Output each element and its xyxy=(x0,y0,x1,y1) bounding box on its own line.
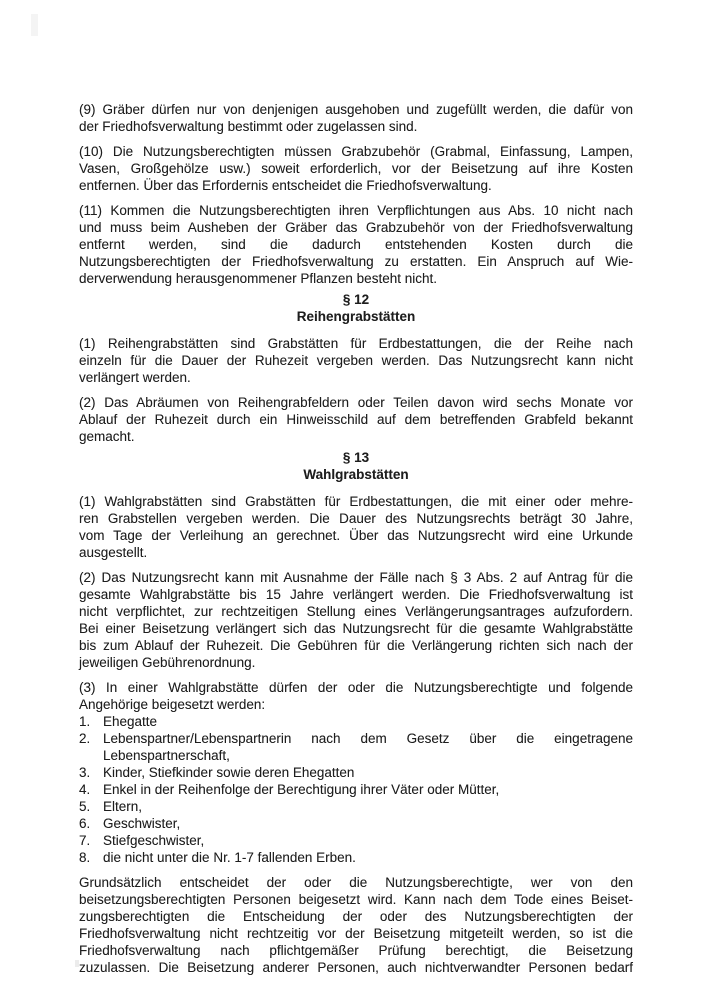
list-item-text xyxy=(103,781,633,798)
text-line: derverwendung herausgenommener Pflanzen besteht nicht. xyxy=(79,271,437,286)
text-line: (10) Die Nutzungsberechtigten müssen Grabzubehör (Grabmal, Einfassung, Lampen, xyxy=(79,144,633,159)
p13-absatz-1 xyxy=(79,493,633,561)
list-item-text xyxy=(103,849,633,866)
list-item-text xyxy=(103,764,633,781)
text-line: Lebenspartner/Lebenspartnerin nach dem Gesetz über die eingetragene xyxy=(103,731,633,746)
text-line: (2) Das Abräumen von Reihengrabfeldern oder Teilen davon wird sechs Monate vor xyxy=(79,395,633,410)
text-line: ausgestellt. xyxy=(79,545,148,560)
text-line: Stiefgeschwister, xyxy=(103,833,205,848)
text-line: Geschwister, xyxy=(103,816,181,831)
paragraph-13-heading xyxy=(79,449,633,483)
absatz-9 xyxy=(79,101,633,135)
text-line: und muss beim Ausheben der Gräber das Grabzubehör von der Friedhofsverwaltung xyxy=(79,220,633,235)
text-line: Friedhofsverwaltung nach pflichtgemäßer Prüfung berechtigt, die Beisetzung xyxy=(79,943,633,958)
list-item xyxy=(79,713,633,730)
p12-absatz-2 xyxy=(79,394,633,445)
absatz-11 xyxy=(79,202,633,287)
text-line: nicht verpflichtet, zur rechtzeitigen Stellung eines Verlängerungsantrages aufzufordern. xyxy=(79,604,633,619)
text-line: zungsberechtigten die Entscheidung der oder des Nutzungsberechtigten der xyxy=(79,909,633,924)
heading-line: § 13 xyxy=(342,450,370,465)
text-line: gesamte Wahlgrabstätte bis 15 Jahre verlängert werden. Die Friedhofsverwaltung ist xyxy=(79,587,633,602)
text-line: Angehörige beigesetzt werden: xyxy=(79,697,266,712)
list-item-text xyxy=(103,730,633,764)
text-line: Friedhofsverwaltung nicht rechtzeitig vor der Beisetzung mitgeteilt werden, so ist die xyxy=(79,926,633,941)
text-line: ren Grabstellen vergeben werden. Die Dauer des Nutzungsrechts beträgt 30 Jahre, xyxy=(79,511,633,526)
text-line: (1) Wahlgrabstätten sind Grabstätten für Erdbestattungen, die mit einer oder mehre- xyxy=(79,494,633,509)
heading-line: Reihengrabstätten xyxy=(296,309,416,324)
text-line: bis zum Ablauf der Ruhezeit. Die Gebühren für die Verlängerung richten sich nach der xyxy=(79,638,633,653)
text-line: Bei einer Beisetzung verlängert sich das Nutzungsrecht für die gesamte Wahlgrabstätte xyxy=(79,621,633,636)
list-item-number: 4. xyxy=(79,782,91,797)
list-item-text xyxy=(103,815,633,832)
p13-absatz-3-intro xyxy=(79,679,633,713)
list-item-number: 7. xyxy=(79,833,91,848)
text-line: Kinder, Stiefkinder sowie deren Ehegatten xyxy=(103,765,355,780)
text-line: Lebenspartnerschaft, xyxy=(103,748,230,763)
absatz-10 xyxy=(79,143,633,194)
list-item-number: 2. xyxy=(79,731,91,746)
list-item-number: 8. xyxy=(79,850,91,865)
heading-line: § 12 xyxy=(342,292,370,307)
p13-absatz-3-liste xyxy=(79,713,633,866)
text-line: jeweiligen Gebührenordnung. xyxy=(79,655,256,670)
text-line: der Friedhofsverwaltung bestimmt oder zugelassen sind. xyxy=(79,119,418,134)
list-item xyxy=(79,730,633,764)
list-item-number: 1. xyxy=(79,714,91,729)
p12-absatz-1 xyxy=(79,335,633,386)
text-line: (3) In einer Wahlgrabstätte dürfen der oder die Nutzungsberechtigte und folgende xyxy=(79,680,633,695)
text-line: einzeln für die Dauer der Ruhezeit vergeben werden. Das Nutzungsrecht kann nicht xyxy=(79,353,633,368)
text-line: Ehegatte xyxy=(103,714,158,729)
text-line: zuzulassen. Die Beisetzung anderer Personen, auch nichtverwandter Personen bedarf xyxy=(79,960,633,975)
list-item xyxy=(79,764,633,781)
list-item xyxy=(79,832,633,849)
text-line: (9) Gräber dürfen nur von denjenigen ausgehoben und zugefüllt werden, die dafür von xyxy=(79,102,633,117)
list-item xyxy=(79,849,633,866)
list-item-number: 3. xyxy=(79,765,91,780)
text-line: Grundsätzlich entscheidet der oder die Nutzungsberechtigte, wer von den xyxy=(79,875,633,890)
text-line: Eltern, xyxy=(103,799,143,814)
text-line: Nutzungsberechtigten der Friedhofsverwaltung zu erstatten. Ein Anspruch auf Wie- xyxy=(79,254,633,269)
text-line: (11) Kommen die Nutzungsberechtigten ihren Verpflichtungen aus Abs. 10 nicht nach xyxy=(79,203,633,218)
text-line: die nicht unter die Nr. 1-7 fallenden Erben. xyxy=(103,850,356,865)
paragraph-12-heading xyxy=(79,291,633,325)
text-line: (2) Das Nutzungsrecht kann mit Ausnahme der Fälle nach § 3 Abs. 2 auf Antrag für die xyxy=(79,570,633,585)
text-line: Enkel in der Reihenfolge der Berechtigung ihrer Väter oder Mütter, xyxy=(103,782,500,797)
list-item xyxy=(79,815,633,832)
list-item-number: 5. xyxy=(79,799,91,814)
text-line: Ablauf der Ruhezeit durch ein Hinweisschild auf dem betreffenden Grabfeld bekannt xyxy=(79,412,633,427)
text-line: beisetzungsberechtigten Personen beigesetzt wird. Kann nach dem Tode eines Beiset- xyxy=(79,892,633,907)
document-body xyxy=(79,101,633,984)
p13-absatz-3-schlusstext xyxy=(79,874,633,976)
list-item-text xyxy=(103,798,633,815)
scan-artifact-bottom-left xyxy=(75,960,79,967)
text-line: entfernt werden, sind die dadurch entstehenden Kosten durch die xyxy=(79,237,633,252)
heading-line: Wahlgrabstätten xyxy=(303,467,409,482)
list-item xyxy=(79,781,633,798)
text-line: (1) Reihengrabstätten sind Grabstätten für Erdbestattungen, die der Reihe nach xyxy=(79,336,633,351)
text-line: entfernen. Über das Erfordernis entscheidet die Friedhofsverwaltung. xyxy=(79,178,492,193)
scan-artifact-top-left xyxy=(31,14,38,36)
text-line: vom Tage der Verleihung an gerechnet. Über das Nutzungsrecht wird eine Urkunde xyxy=(79,528,633,543)
list-item-text xyxy=(103,832,633,849)
list-item xyxy=(79,798,633,815)
text-line: gemacht. xyxy=(79,429,135,444)
p13-absatz-2 xyxy=(79,569,633,671)
list-item-text xyxy=(103,713,633,730)
text-line: Vasen, Großgehölze usw.) soweit erforderlich, vor der Beisetzung auf ihre Kosten xyxy=(79,161,633,176)
list-item-number: 6. xyxy=(79,816,91,831)
text-line: verlängert werden. xyxy=(79,370,191,385)
